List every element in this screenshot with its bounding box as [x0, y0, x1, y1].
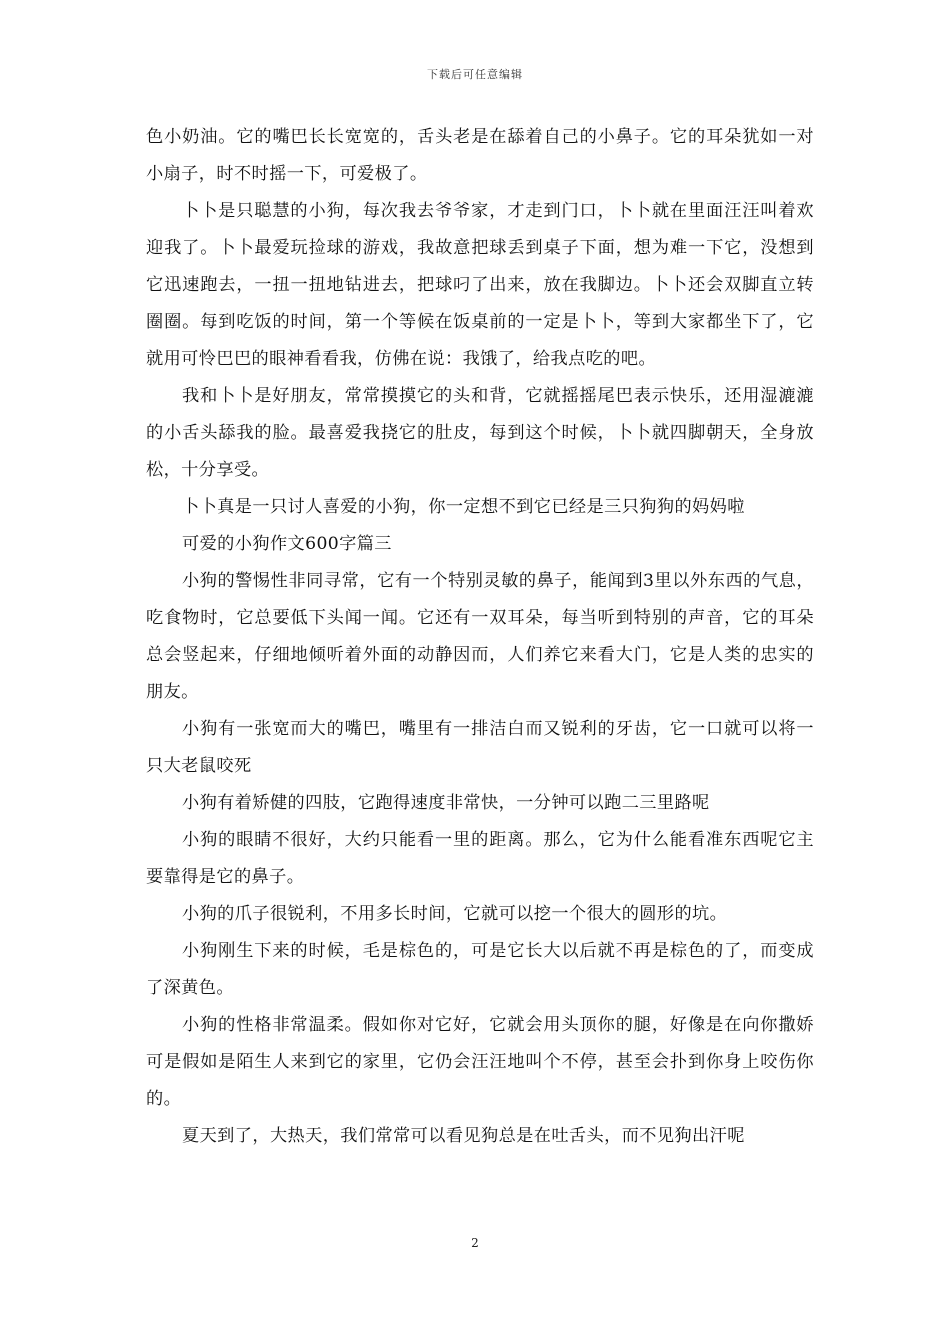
section-heading: 可爱的小狗作文600字篇三 — [182, 534, 392, 554]
paragraph: 小狗的眼睛不很好，大约只能看一里的距离。那么，它为什么能看准东西呢它主要靠得是它的鼻子。 — [146, 830, 814, 887]
paragraph: 小狗刚生下来的时候，毛是棕色的，可是它长大以后就不再是棕色的了，而变成了深黄色。 — [146, 941, 814, 998]
paragraph: 卜卜真是一只讨人喜爱的小狗，你一定想不到它已经是三只狗狗的妈妈啦 — [182, 497, 745, 517]
paragraph: 色小奶油。它的嘴巴长长宽宽的，舌头老是在舔着自己的小鼻子。它的耳朵犹如一对小扇子，时不时摇一下，可爱极了。 — [146, 127, 814, 184]
paragraph: 小狗的爪子很锐利，不用多长时间，它就可以挖一个很大的圆形的坑。 — [182, 904, 728, 924]
page-number: 2 — [471, 1236, 479, 1250]
paragraph: 小狗的警惕性非同寻常，它有一个特别灵敏的鼻子，能闻到3里以外东西的气息，吃食物时，它总要低下头闻一闻。它还有一双耳朵，每当听到特别的声音，它的耳朵总会竖起来，仔细地倾听着外面的动静因而，人们养它来看大门，它是人类的忠实的朋友。 — [146, 571, 814, 702]
paragraph: 小狗有着矫健的四肢，它跑得速度非常快，一分钟可以跑二三里路呢 — [182, 793, 710, 813]
paragraph: 小狗有一张宽而大的嘴巴，嘴里有一排洁白而又锐利的牙齿，它一口就可以将一只大老鼠咬死 — [146, 719, 814, 776]
paragraph: 卜卜是只聪慧的小狗，每次我去爷爷家，才走到门口，卜卜就在里面汪汪叫着欢迎我了。卜卜最爱玩捡球的游戏，我故意把球丢到桌子下面，想为难一下它，没想到它迅速跑去，一扭一扭地钻进去，把球叼了出来，放在我脚边。卜卜还会双脚直立转圈圈。每到吃饭的时间，第一个等候在饭桌前的一定是卜卜，等到大家都坐下了，它就用可怜巴巴的眼神看看我，仿佛在说：我饿了，给我点吃的吧。 — [146, 201, 814, 369]
paragraph: 夏天到了，大热天，我们常常可以看见狗总是在吐舌头，而不见狗出汗呢 — [182, 1126, 745, 1146]
paragraph: 我和卜卜是好朋友，常常摸摸它的头和背，它就摇摇尾巴表示快乐，还用湿漉漉的小舌头舔我的脸。最喜爱我挠它的肚皮，每到这个时候，卜卜就四脚朝天，全身放松，十分享受。 — [146, 386, 814, 480]
page-header: 下载后可任意编辑 — [427, 68, 523, 81]
paragraph: 小狗的性格非常温柔。假如你对它好，它就会用头顶你的腿，好像是在向你撒娇可是假如是陌生人来到它的家里，它仍会汪汪地叫个不停，甚至会扑到你身上咬伤你的。 — [146, 1015, 814, 1109]
document-body — [146, 119, 814, 1155]
